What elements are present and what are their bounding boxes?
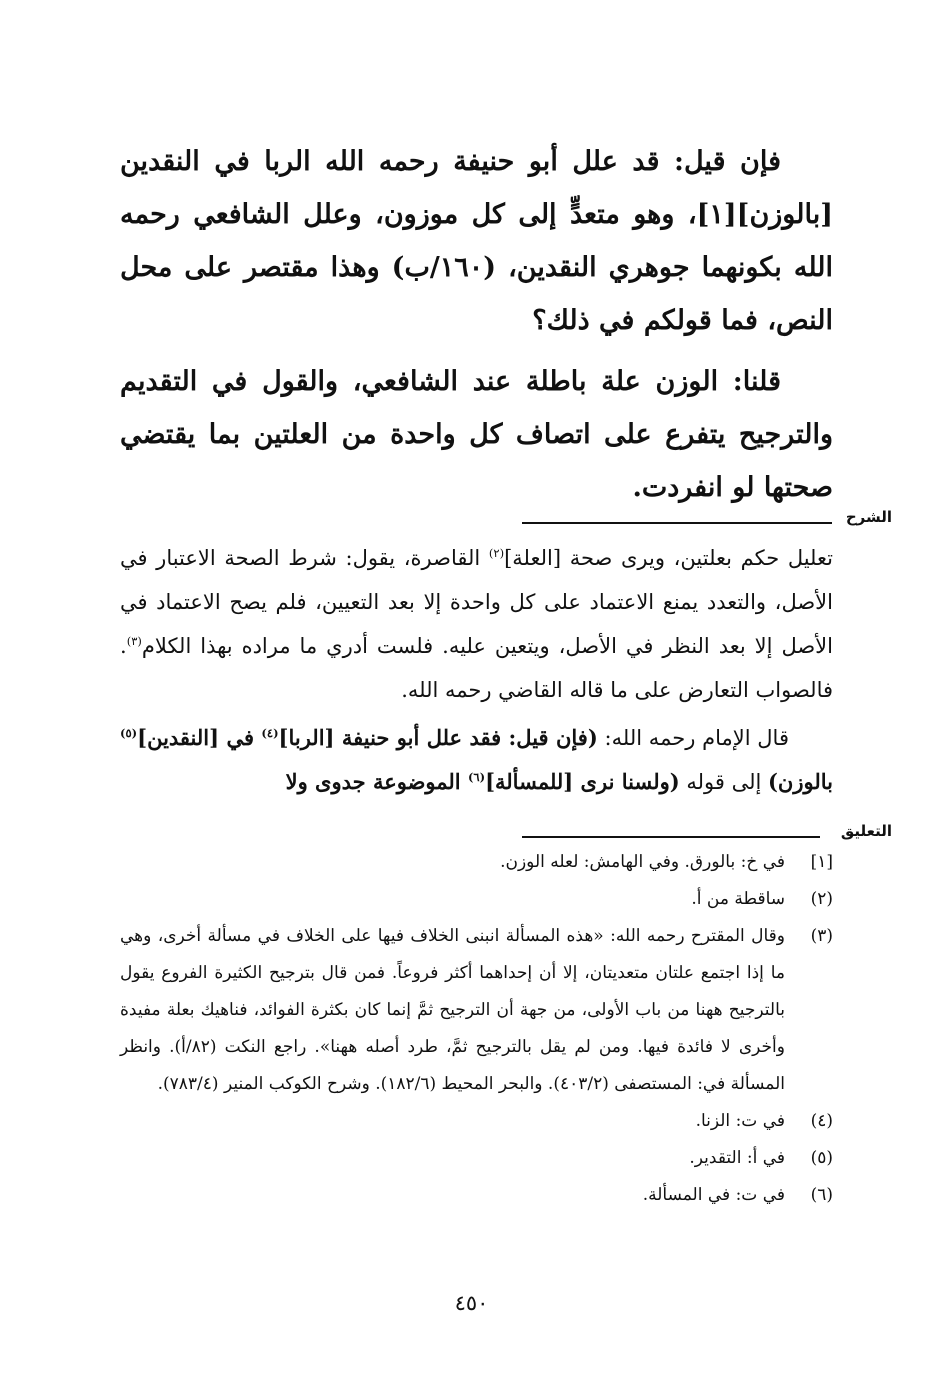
footnote-item xyxy=(120,844,833,881)
footnote-text: في ت: الزنا. xyxy=(695,1111,785,1131)
footnote-text: في ت: في المسألة. xyxy=(642,1185,785,1205)
footnote-item xyxy=(120,1140,833,1177)
footnote-ref-3: (٣) xyxy=(126,634,142,648)
main-paragraph-answer: قلنا: الوزن علة باطلة عند الشافعي، والقول في التقديم والترجيح يتفرع على اتصاف كل واحدة من العلتين بما يقتضي صحتها لو انفردت. xyxy=(120,366,833,503)
footnote-item xyxy=(120,918,833,1103)
footnote-ref-4: (٤) xyxy=(261,726,279,740)
footnote-text: ساقطة من أ. xyxy=(691,889,785,909)
commentary-rule xyxy=(522,522,832,524)
commentary-heading xyxy=(522,508,892,530)
footnote-number: (٥) xyxy=(810,1148,833,1168)
footnote-ref-6: (٦) xyxy=(467,770,486,784)
main-paragraph-question: فإن قيل: قد علل أبو حنيفة رحمه الله الربا في النقدين [بالوزن][١]، وهو متعدٍّ إلى كل موزون، وعلل الشافعي رحمه الله بكونهما جوهري النقدين، (١٦٠/ب) وهذا مقتصر على محل النص، فما قولكم في ذلك؟ xyxy=(120,146,833,336)
footnote-number: [١] xyxy=(810,852,833,872)
main-text xyxy=(120,135,833,514)
commentary-paragraph-2: قال الإمام رحمه الله: (فإن قيل: فقد علل أبو حنيفة [الربا]$^{(٤)}$ في [النقدين]$^{(٥)}$ بالوزن) إلى قوله (ولسنا نرى [للمسألة]$^{(٦)}$ الموضوعة جدوى ولا xyxy=(120,725,833,794)
footnote-number: (٢) xyxy=(810,889,833,909)
commentary-paragraph-1: تعليل حكم بعلتين، ويرى صحة [العلة]$^{(٢)}$ القاصرة، يقول: شرط الصحة الاعتبار في الأصل، والتعدد يمنع الاعتماد على كل واحدة إلا بعد التعيين، فلم يصح الاعتماد في الأصل إلا بعد النظر في الأصل، ويتعين عليه. فلست أدري ما مراده بهذا الكلام$^{(٣)}$. فالصواب التعارض على ما قاله القاضي رحمه الله. xyxy=(120,546,833,702)
notes-heading xyxy=(522,822,892,844)
notes-label: التعليق xyxy=(840,822,892,840)
footnote-text: وقال المقترح رحمه الله: «هذه المسألة انبنى الخلاف فيها على الخلاف في مسألة أخرى، وهي ما إذا اجتمع علتان متعديتان، إلا أن إحداهما أكثر فروعاً. فمن قال بترجيح الكثيرة الفروع يقول بالترجيح ههنا من باب الأولى، من جهة أن الترجيح ثمَّ إنما كان بكثرة الفوائد، فناهيك بعلة مفيدة وأخرى لا فائدة فيها. ومن لم يقل بالترجيح ثمَّ، طرد أصله ههنا». راجع النكت (٨٢/أ). وانظر المسألة في: المستصفى (٤٠٣/٢). والبحر المحيط (١٨٢/٦). وشرح الكوكب المنير (٧٨٣/٤). xyxy=(120,926,785,1094)
footnote-number: (٣) xyxy=(810,926,833,946)
footnotes xyxy=(120,844,833,1214)
footnote-ref-2: (٢) xyxy=(488,546,505,560)
commentary-label: الشرح xyxy=(845,508,892,526)
footnote-number: (٦) xyxy=(810,1185,833,1205)
footnote-number: (٤) xyxy=(810,1111,833,1131)
footnote-item xyxy=(120,1177,833,1214)
footnote-text: في أ: التقدير. xyxy=(689,1148,785,1168)
footnote-item xyxy=(120,1103,833,1140)
footnote-text: في خ: بالورق. وفي الهامش: لعله الوزن. xyxy=(500,852,785,872)
footnote-ref-5: (٥) xyxy=(120,726,138,740)
commentary-text xyxy=(120,536,833,804)
footnote-item xyxy=(120,881,833,918)
page-number: ٤٥٠ xyxy=(454,1291,489,1315)
notes-rule xyxy=(522,836,820,838)
